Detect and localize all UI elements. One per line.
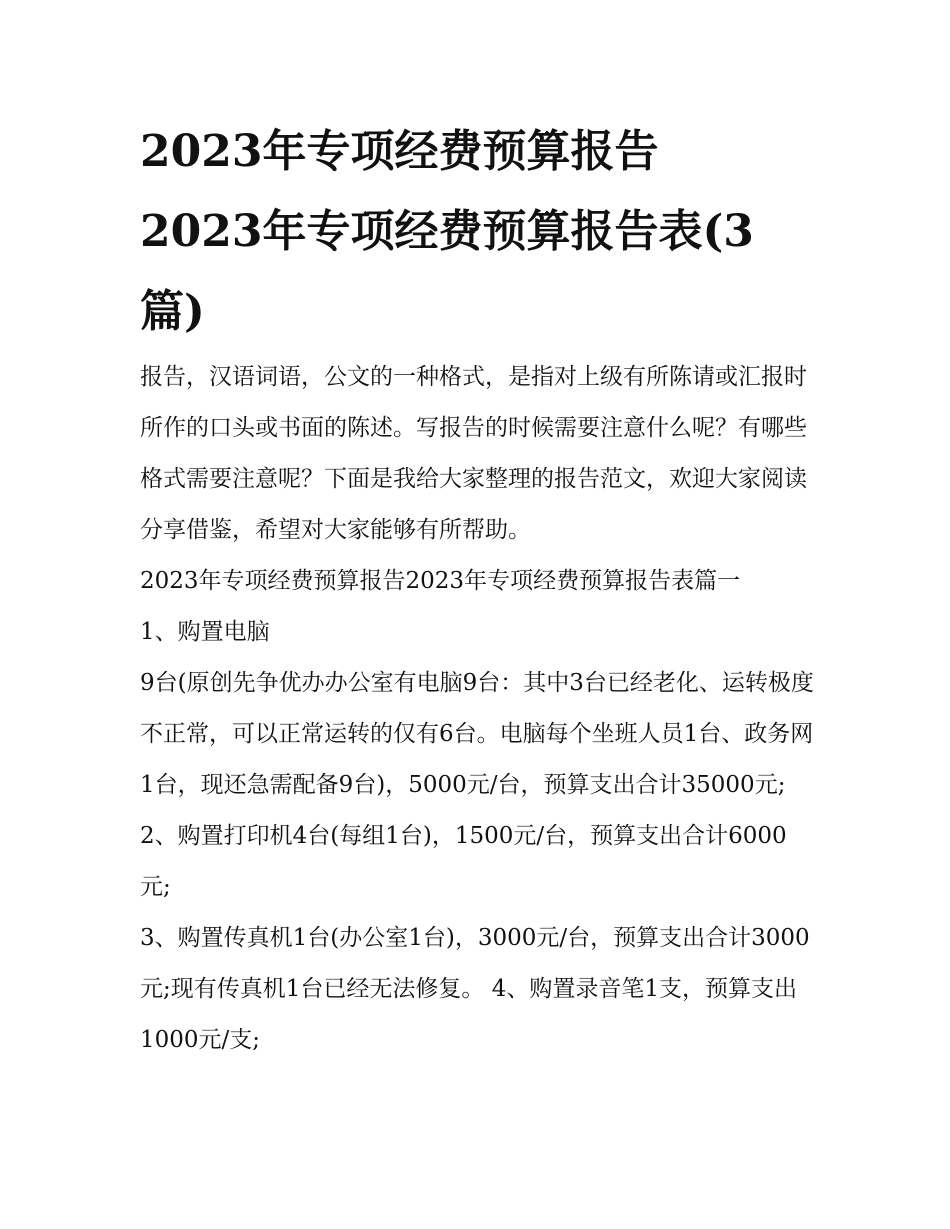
intro-paragraph: 报告，汉语词语，公文的一种格式，是指对上级有所陈请或汇报时所作的口头或书面的陈述。写报告的时候需要注意什么呢？有哪些格式需要注意呢？下面是我给大家整理的报告范文，欢迎大家阅读分享借鉴，希望对大家能够有所帮助。: [140, 364, 807, 543]
document-title: [140, 112, 820, 352]
item-1-heading: 1、购置电脑: [140, 619, 270, 645]
item-3-4: 3、购置传真机1台(办公室1台)，3000元/台，预算支出合计3000元;现有传真机1台已经无法修复。 4、购置录音笔1支，预算支出1000元/支;: [140, 925, 810, 1053]
title-line-1: 2023年专项经费预算报告: [140, 126, 659, 177]
title-line-3: 篇): [140, 286, 205, 337]
section-heading: 2023年专项经费预算报告2023年专项经费预算报告表篇一: [140, 568, 741, 594]
item-2: 2、购置打印机4台(每组1台)，1500元/台，预算支出合计6000元;: [140, 823, 787, 900]
title-line-2: 2023年专项经费预算报告表(3: [140, 206, 754, 257]
item-1-detail: 9台(原创先争优办办公室有电脑9台：其中3台已经老化、运转极度不正常，可以正常运转的仅有6台。电脑每个坐班人员1台、政务网1台，现还急需配备9台)，5000元/台，预算支出合计35000元;: [140, 670, 814, 798]
document-body: [140, 352, 815, 1066]
